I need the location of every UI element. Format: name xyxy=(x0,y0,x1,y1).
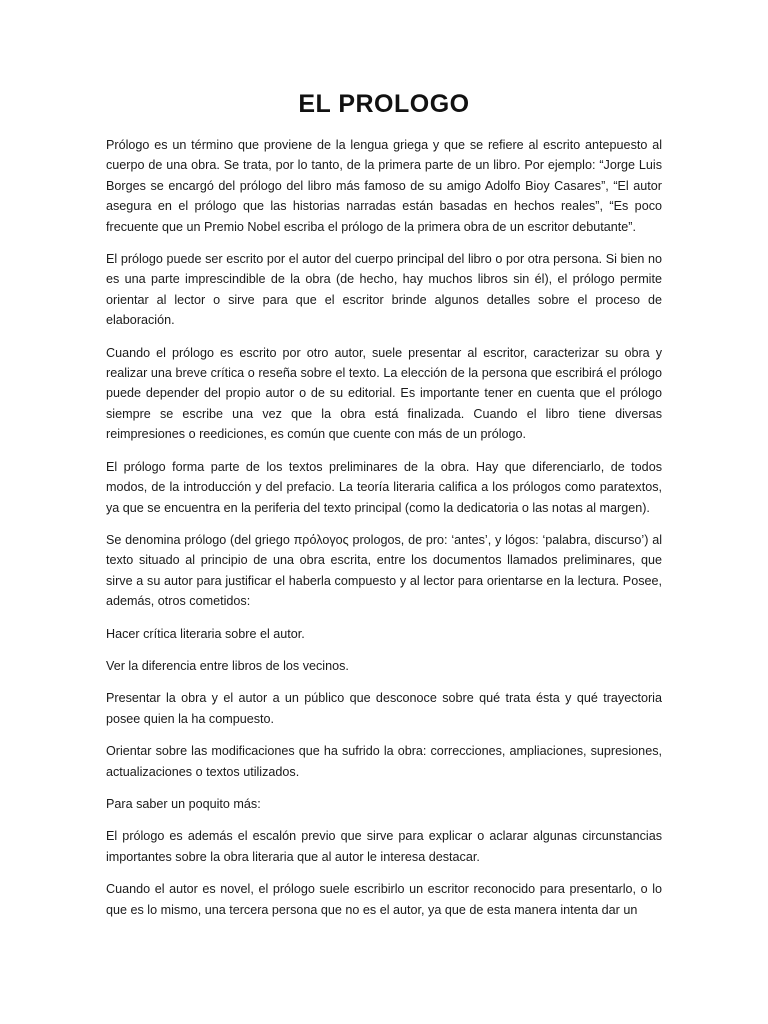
paragraph: El prólogo puede ser escrito por el autor del cuerpo principal del libro o por otra persona. Si bien no es una parte imprescindible de la obra (de hecho, hay muchos libros sin él), el prólogo permite orientar al lector o sirve para que el escritor brinde algunos detalles sobre el proceso de elaboración. xyxy=(106,252,662,328)
paragraph: Hacer crítica literaria sobre el autor. xyxy=(106,626,305,641)
paragraph: Presentar la obra y el autor a un público que desconoce sobre qué trata ésta y qué trayectoria posee quien la ha compuesto. xyxy=(106,691,662,726)
paragraph: Prólogo es un término que proviene de la lengua griega y que se refiere al escrito antepuesto al cuerpo de una obra. Se trata, por lo tanto, de la primera parte de un libro. Por ejemplo: “Jorge Luis Borges se encargó del prólogo del libro más famoso de su amigo Adolfo Bioy Casares”, “El autor asegura en el prólogo que las historias narradas están basadas en hechos reales”, “Es poco frecuente que un Premio Nobel escriba el prólogo de la primera obra de un escritor debutante”. xyxy=(106,138,662,234)
paragraph: Ver la diferencia entre libros de los vecinos. xyxy=(106,658,349,673)
paragraph: El prólogo forma parte de los textos preliminares de la obra. Hay que diferenciarlo, de todos modos, de la introducción y del prefacio. La teoría literaria califica a los prólogos como paratextos, ya que se encuentra en la periferia del texto principal (como la dedicatoria o las notas al margen). xyxy=(106,459,662,515)
paragraph: Orientar sobre las modificaciones que ha sufrido la obra: correcciones, ampliaciones, supresiones, actualizaciones o textos utilizados. xyxy=(106,744,662,779)
paragraph: El prólogo es además el escalón previo que sirve para explicar o aclarar algunas circunstancias importantes sobre la obra literaria que al autor le interesa destacar. xyxy=(106,829,662,864)
document-title: EL PROLOGO xyxy=(298,90,470,118)
paragraph: Cuando el prólogo es escrito por otro autor, suele presentar al escritor, caracterizar su obra y realizar una breve crítica o reseña sobre el texto. La elección de la persona que escribirá el prólogo puede depender del propio autor o de su editorial. Es importante tener en cuenta que el prólogo siempre se escribe una vez que la obra está finalizada. Cuando el libro tiene diversas reimpresiones o reediciones, es común que cuente con más de un prólogo. xyxy=(106,345,662,442)
paragraph: Se denomina prólogo (del griego πρόλογος prologos, de pro: ‘antes’, y lógos: ‘palabra, discurso’) al texto situado al principio de una obra escrita, entre los documentos llamados preliminares, que sirve a su autor para justificar el haberla compuesto y al lector para orientarse en la lectura. Posee, además, otros cometidos: xyxy=(106,532,662,609)
paragraph: Cuando el autor es novel, el prólogo suele escribirlo un escritor reconocido para presentarlo, o lo que es lo mismo, una tercera persona que no es el autor, ya que de esta manera intenta dar un xyxy=(106,882,662,917)
paragraph: Para saber un poquito más: xyxy=(106,796,261,811)
